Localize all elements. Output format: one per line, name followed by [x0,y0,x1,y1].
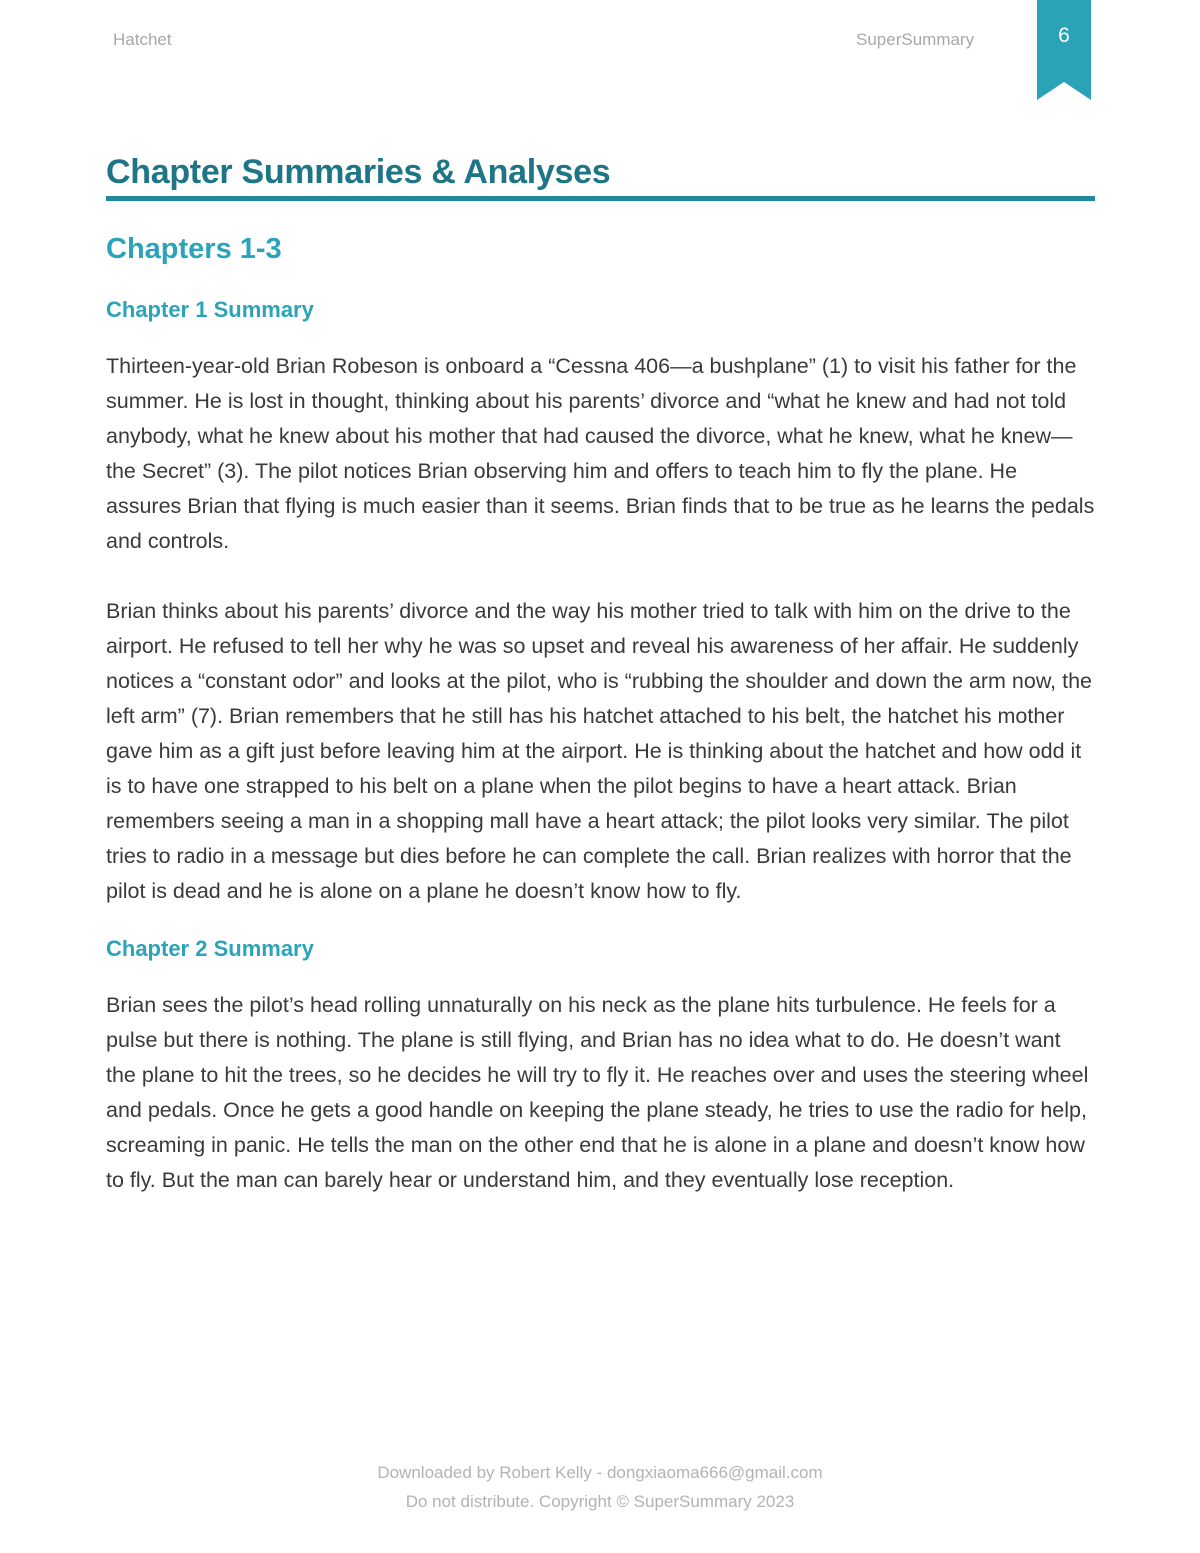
page-number: 6 [1058,24,1070,47]
chapter-1-paragraph-1: Thirteen-year-old Brian Robeson is onboard a “Cessna 406—a bushplane” (1) to visit his father for the summer. He is lost in thought, thinking about his parents’ divorce and “what he knew and had not told anybody, what he knew about his mother that had caused the divorce, what he knew, what he knew—the Secret” (3). The pilot notices Brian observing him and offers to teach him to fly the plane. He assures Brian that flying is much easier than it seems. Brian finds that to be true as he learns the pedals and controls. [106,354,1095,553]
chapters-heading: Chapters 1-3 [106,233,282,265]
chapter-2-paragraph-1: Brian sees the pilot’s head rolling unnaturally on his neck as the plane hits turbulence. He feels for a pulse but there is nothing. The plane is still flying, and Brian has no idea what to do. He doesn’t want the plane to hit the trees, so he decides he will try to fly it. He reaches over and uses the steering wheel and pedals. Once he gets a good handle on keeping the plane steady, he tries to use the radio for help, screaming in panic. He tells the man on the other end that he is alone in a plane and doesn’t know how to fly. But the man can barely hear or understand him, and they eventually lose reception. [106,993,1089,1192]
chapter-2-heading: Chapter 2 Summary [106,936,314,961]
chapter-1-heading: Chapter 1 Summary [106,297,314,322]
page-header [0,0,1200,110]
main-content [106,150,1096,1198]
book-title: Hatchet [113,30,172,49]
download-notice: Downloaded by Robert Kelly - dongxiaoma666@gmail.com [377,1463,823,1482]
page-number-tab [1037,0,1091,100]
copyright-notice: Do not distribute. Copyright © SuperSummary 2023 [405,1492,795,1511]
bookmark-tab-icon [1037,0,1091,100]
title-divider [106,196,1095,201]
chapter-1-paragraph-2: Brian thinks about his parents’ divorce and the way his mother tried to talk with him on the drive to the airport. He refused to tell her why he was so upset and reveal his awareness of her affair. He suddenly notices a “constant odor” and looks at the pilot, who is “rubbing the shoulder and down the arm now, the left arm” (7). Brian remembers that he still has his hatchet attached to his belt, the hatchet his mother gave him as a gift just before leaving him at the airport. He is thinking about the hatchet and how odd it is to have one strapped to his belt on a plane when the pilot begins to have a heart attack. Brian remembers seeing a man in a shopping mall have a heart attack; the pilot looks very similar. The pilot tries to radio in a message but dies before he can complete the call. Brian realizes with horror that the pilot is dead and he is alone on a plane he doesn’t know how to fly. [106,599,1093,903]
brand-name: SuperSummary [856,30,975,49]
section-title: Chapter Summaries & Analyses [106,153,611,191]
